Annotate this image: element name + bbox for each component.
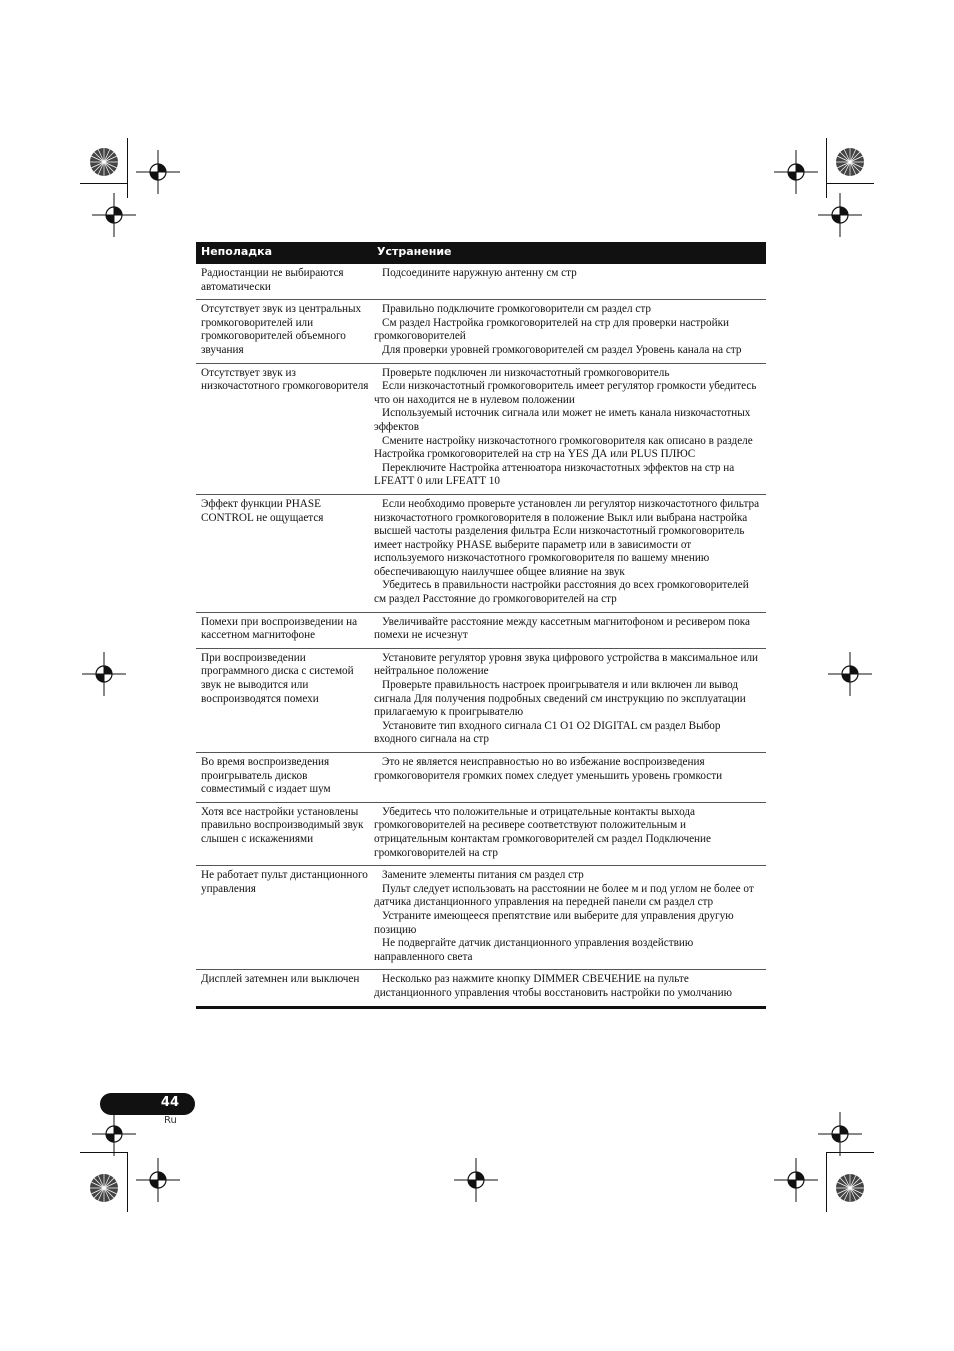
header-remedy: Устранение — [377, 245, 452, 258]
remedy-item: Смените настройку низкочастотного громкоговорителя как описано в разделе Настройка громкоговорителей на стр на YES ДА или PLUS ПЛЮС — [374, 434, 753, 461]
table-row — [196, 649, 766, 753]
troubleshooting-table — [196, 242, 766, 1009]
problem-cell: Помехи при воспроизведении на кассетном магнитофоне — [201, 615, 358, 642]
problem-cell: Отсутствует звук из центральных громкоговорителей или громкоговорителей объемного звучания — [201, 303, 362, 356]
crosshair-mark-icon — [92, 1112, 136, 1156]
remedy-item: Если низкочастотный громкоговоритель имеет регулятор громкости убедитесь что он находится не в нулевом положении — [374, 380, 757, 406]
crop-line — [826, 183, 874, 184]
remedy-cell — [372, 803, 766, 865]
remedy-item: См раздел Настройка громкоговорителей на стр для проверки настройки громкоговорителей — [374, 316, 730, 343]
crop-line — [826, 138, 827, 198]
table-row — [196, 495, 766, 613]
remedy-item: Правильно подключите громкоговорители см раздел стр — [382, 303, 651, 316]
problem-cell: Отсутствует звук из низкочастотного громкоговорителя — [201, 366, 369, 393]
table-row — [196, 866, 766, 970]
problem-cell: Радиостанции не выбираются автоматически — [201, 267, 344, 293]
language-code: Ru — [164, 1115, 177, 1126]
remedy-item: Установите тип входного сигнала C1 O1 O2 DIGITAL см раздел Выбор входного сигнала на стр — [374, 719, 721, 746]
remedy-item: Убедитесь что положительные и отрицательные контакты выхода громкоговорителей на ресивере соответствуют положительным и отрицательным контактам громкоговорителей см раздел Подключение громкоговорителей на стр — [374, 805, 711, 859]
remedy-item: Устраните имеющееся препятствие или выберите для управления другую позицию — [374, 909, 734, 936]
remedy-item: Используемый источник сигнала или может не иметь канала низкочастотных эффектов — [374, 407, 751, 433]
remedy-item: Проверьте подключен ли низкочастотный громкоговоритель — [382, 366, 670, 379]
remedy-cell — [372, 866, 766, 969]
remedy-item: Это не является неисправностью но во избежание воспроизведения громкоговорителя громких помех следует уменьшить уровень громкости — [374, 756, 723, 782]
table-row — [196, 300, 766, 363]
remedy-item: Замените элементы питания см раздел стр — [382, 869, 584, 882]
crop-line — [80, 1152, 128, 1153]
remedy-item: Пульт следует использовать на расстоянии не более м и под углом не более от датчика дистанционного управления на передней панели см раздел стр — [374, 882, 754, 909]
remedy-item: Проверьте правильность настроек проигрывателя и или включен ли вывод сигнала Для получения подробных сведений см инструкцию по эксплуатации прилагаемую к проигрывателю — [374, 679, 746, 719]
remedy-cell — [372, 613, 766, 648]
remedy-cell — [372, 300, 766, 362]
crosshair-mark-icon — [774, 1158, 818, 1202]
table-row — [196, 613, 766, 649]
table-row — [196, 970, 766, 1008]
table-row — [196, 803, 766, 866]
problem-cell: Дисплей затемнен или выключен — [201, 973, 360, 986]
remedy-cell — [372, 970, 766, 1005]
crop-line — [80, 183, 128, 184]
remedy-item: Переключите Настройка аттенюатора низкочастотных эффектов на стр на LFEATT 0 или LFEATT 10 — [374, 461, 735, 488]
remedy-cell — [372, 364, 766, 494]
table-row — [196, 753, 766, 803]
registration-mark-icon — [82, 1166, 126, 1210]
remedy-cell — [372, 495, 766, 612]
crosshair-mark-icon — [818, 193, 862, 237]
table-row — [196, 364, 766, 495]
remedy-item: Убедитесь в правильности настройки расстояния до всех громкоговорителей см раздел Расстояние до громкоговорителей на стр — [374, 579, 749, 606]
problem-cell: Хотя все настройки установлены правильно воспроизводимый звук слышен с искажениями — [201, 805, 364, 845]
remedy-item: Подсоедините наружную антенну см стр — [382, 267, 577, 279]
header-problem: Неполадка — [201, 245, 273, 258]
crosshair-mark-icon — [82, 652, 126, 696]
page-number-badge — [100, 1093, 195, 1115]
crop-line — [826, 1152, 874, 1153]
problem-cell: Не работает пульт дистанционного управления — [201, 869, 368, 895]
table-header — [196, 242, 766, 264]
remedy-cell — [372, 753, 766, 802]
registration-mark-icon — [828, 140, 872, 184]
crosshair-mark-icon — [818, 1112, 862, 1156]
crosshair-mark-icon — [92, 193, 136, 237]
registration-mark-icon — [82, 140, 126, 184]
remedy-item: Если необходимо проверьте установлен ли регулятор низкочастотного фильтра низкочастотного громкоговорителя в положение Выкл или выбрана настройка высшей частоты разделения фильтра Если низкочастотный громкоговоритель имеет настройку PHASE выберите параметр или в зависимости от используемого низкочастотного громкоговорителя по вашему мнению обеспечивающую наилучшее общее влияние на звук — [374, 497, 760, 578]
remedy-item: Для проверки уровней громкоговорителей см раздел Уровень канала на стр — [382, 343, 742, 356]
crop-line — [826, 1152, 827, 1212]
remedy-item: Увеличивайте расстояние между кассетным магнитофоном и ресивером пока помехи не исчезнут — [374, 615, 751, 642]
crosshair-mark-icon — [454, 1158, 498, 1202]
crosshair-mark-icon — [774, 150, 818, 194]
table-row — [196, 264, 766, 300]
remedy-item: Не подвергайте датчик дистанционного управления воздействию направленного света — [374, 937, 694, 963]
problem-cell: Во время воспроизведения проигрыватель дисков совместимый с издает шум — [201, 756, 331, 796]
crop-line — [127, 138, 128, 198]
remedy-cell — [372, 264, 766, 299]
problem-cell: При воспроизведении программного диска с системой звук не выводится или воспроизводятся помехи — [201, 651, 354, 705]
crop-line — [127, 1152, 128, 1212]
crosshair-mark-icon — [828, 652, 872, 696]
page-number: 44 — [160, 1095, 179, 1110]
problem-cell: Эффект функции PHASE CONTROL не ощущается — [201, 497, 324, 524]
registration-mark-icon — [828, 1166, 872, 1210]
crosshair-mark-icon — [136, 1158, 180, 1202]
remedy-cell — [372, 649, 766, 752]
remedy-item: Установите регулятор уровня звука цифрового устройства в максимальное или нейтральное положение — [374, 651, 759, 678]
crosshair-mark-icon — [136, 150, 180, 194]
remedy-item: Несколько раз нажмите кнопку DIMMER СВЕЧЕНИЕ на пульте дистанционного управления чтобы восстановить настройки по умолчанию — [374, 973, 732, 999]
